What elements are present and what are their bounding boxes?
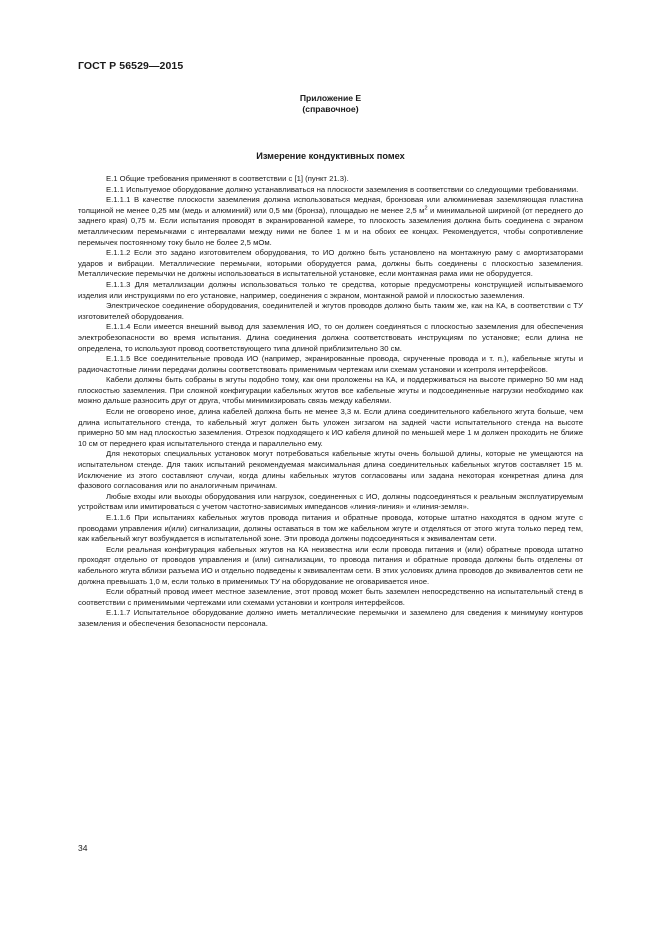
paragraph-text: и минимальной шириной (от переднего до заднего края) 0,75 м. Если испытания проводят в экранированной камере, то плоскость заземления должна быть соединена с экраном металлическим перемычками с интервалами между ними не более 1 м и на обоих ее концах. Рекомендуется, чтобы сопротивление перемычек постоянному току было не более 2,5 мОм. (78, 205, 583, 247)
paragraph: Е.1.1 Испытуемое оборудование должно устанавливаться на плоскости заземления в соответствии со следующими требованиями. (106, 184, 579, 194)
paragraph: Если не оговорено иное, длина кабелей должна быть не менее 3,3 м. Если длина соединительного кабельного жгута больше, чем длина испытательного стенда, то кабельный жгут должен быть уложен зигзагом на задней части испытательного стенда на высоте примерно 50 мм над плоскостью заземления. Отрезок подходящего к ИО кабеля длиной по меньшей мере 1 м должен проходить не ближе 10 см от переднего края испытательного стенда и параллельно ему. (78, 407, 583, 448)
paragraph: Е.1 Общие требования применяют в соответствии с [1] (пункт 21.3). (106, 174, 349, 183)
superscript: 2 (424, 205, 428, 212)
paragraph: Любые входы или выходы оборудования или нагрузок, соединенных с ИО, должны подсоединяться к реальным эксплуатируемым устройствам или имитироваться с учетом частотно-зависимых импедансов «линия-линия» и «линия-земля». (78, 491, 583, 512)
appendix-subtitle: (справочное) (302, 104, 359, 114)
paragraph-text: Е.1.1.1 В качестве плоскости заземления должна использоваться медная, бронзовая или алюминиевая заземляющая пластина толщиной не менее 0,25 мм (медь и алюминий) или 0,5 мм (бронза), площадью не менее 2,5 м (78, 195, 583, 215)
paragraph: Е.1.1.5 Все соединительные провода ИО (например, экранированные провода, скрученные провода и т. п.), кабельные жгуты и радиочастотные линии передачи должны соответствовать применимым чертежам или схемам установки и контроля интерфейсов. (78, 354, 583, 374)
paragraph: Е.1.1.4 Если имеется внешний вывод для заземления ИО, то он должен соединяться с плоскостью заземления для обеспечения электробезопасности во время испытания. Длина соединения должна соответствовать инструкциям по установке; если длина не определена, то используют провод соответствующего типа длиной приблизительно 30 см. (78, 322, 583, 353)
document-header: ГОСТ Р 56529—2015 (78, 60, 184, 72)
paragraph: Е.1.1.2 Если это задано изготовителем оборудования, то ИО должно быть установлено на монтажную раму с амортизаторами ударов и вибрации. Металлические перемычки, которыми оборудуется рама, должны быть соединены с плоскостью заземления. Металлические перемычки не должны использоваться в испытательной установке, если монтажная рама ими не оборудуется. (78, 248, 583, 279)
appendix-title: Приложение Е (299, 93, 362, 103)
section-title: Измерение кондуктивных помех (256, 151, 405, 161)
paragraph: Е.1.1.7 Испытательное оборудование должно иметь металлические перемычки и заземлено для сведения к минимуму контуров заземления и обеспечения безопасности персонала. (78, 608, 583, 628)
paragraph: Е.1.1.6 При испытаниях кабельных жгутов провода питания и обратные провода, которые штатно находятся в одном жгуте с проводами управления и(или) сигнализации, должны оставаться в том же кабельном жгуте и отделяться от этого жгута только перед тем, как кабельный жгут возбуждается в испытательной зоне. Эти провода должны подсоединяться к эквивалентам сети. (78, 513, 583, 544)
paragraph: Для некоторых специальных установок могут потребоваться кабельные жгуты очень большой длины, которые не умещаются на испытательном стенде. Для таких испытаний рекомендуемая максимальная длина соединительных кабельных жгутов составляет 15 м. Исключение из этого составляют случаи, когда длины кабельных жгутов согласованы или задана некоторая конкретная длина для фазового согласования или по аналогичным причинам. (78, 449, 583, 491)
paragraph: Кабели должны быть собраны в жгуты подобно тому, как они проложены на КА, и поддерживаться на высоте примерно 50 мм над плоскостью заземления. При сложной конфигурации кабельных жгутов все кабельные жгуты и подсоединенные нагрузки необходимо как можно дальше разносить друг от друга, чтобы минимизировать связь между кабелями. (78, 375, 583, 406)
page-number: 34 (78, 843, 88, 853)
paragraph: Если обратный провод имеет местное заземление, этот провод может быть заземлен непосредственно на испытательный стенд в соответствии с применимыми чертежами или схемами установки и контроля интерфейсов. (78, 587, 583, 607)
paragraph: Если реальная конфигурация кабельных жгутов на КА неизвестна или если провода питания и (или) обратные провода штатно проходят отдельно от проводов управления и (или) сигнализации, то провода питания и обратные провода должны быть отделены от кабельного жгута вблизи разъема ИО и отдельно подведены к эквивалентам сети. В этих условиях длина проводов до эквивалентов сети не должна превышать 1,0 м, если только в применимых ТУ на оборудование не оговаривается иное. (78, 544, 583, 586)
paragraph: Электрическое соединение оборудования, соединителей и жгутов проводов должно быть таким же, как на КА, в соответствии с ТУ изготовителей оборудования. (78, 301, 583, 321)
paragraph (78, 195, 583, 248)
body-text (78, 174, 583, 630)
paragraph: Е.1.1.3 Для металлизации должны использоваться только те средства, которые предусмотрены конструкцией испытываемого изделия или инструкциями по его установке, например, соединения с экраном, монтажной рамой и плоскостью заземления. (78, 279, 583, 300)
